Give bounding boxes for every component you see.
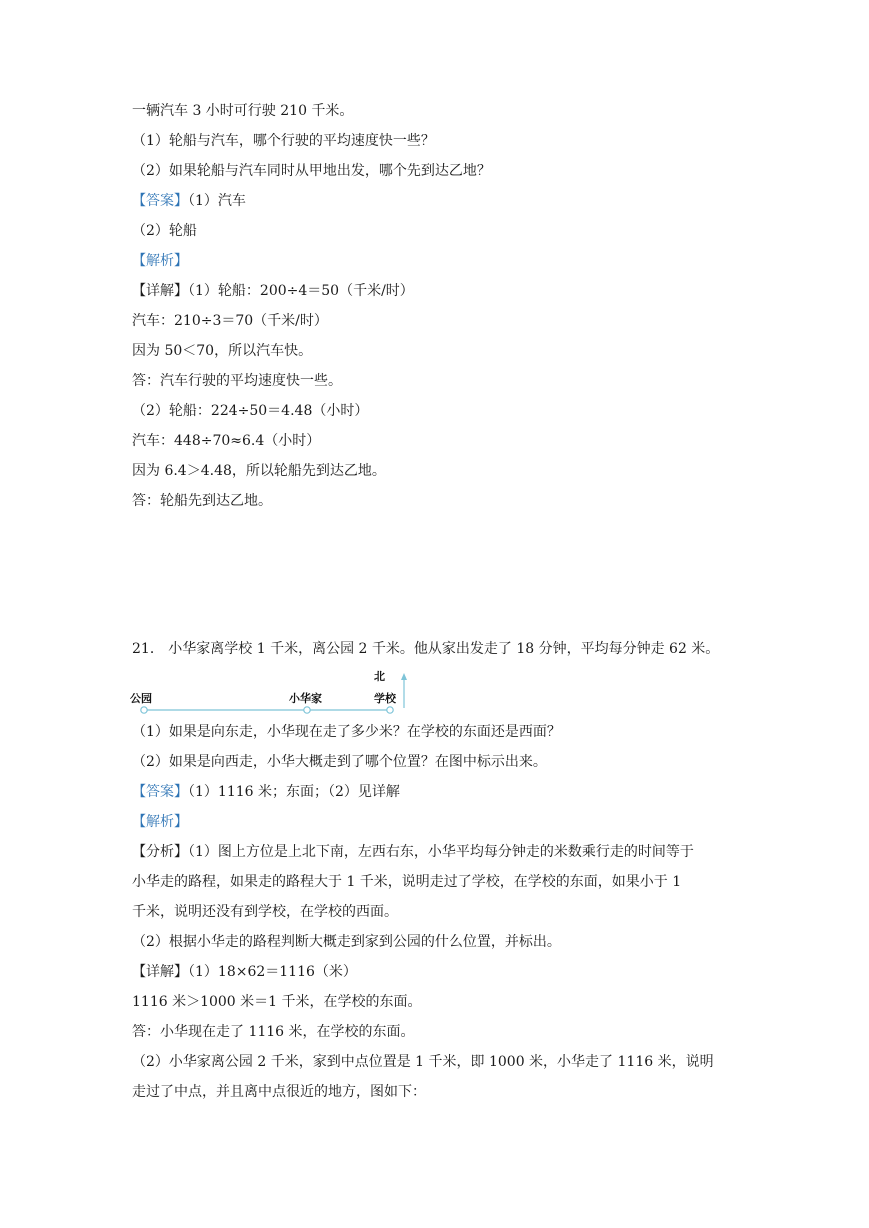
detail-line-7: 因为 6.4＞4.48，所以轮船先到达乙地。 xyxy=(132,463,386,479)
detail-line-5: （2）轮船：224÷50＝4.48（小时） xyxy=(132,403,369,419)
answer-tag: 【答案】 xyxy=(132,784,188,800)
home-point xyxy=(304,707,310,713)
problem-21-question: 21． 小华家离学校 1 千米，离公园 2 千米。他从家出发走了 18 分钟，平均每分钟走 62 米。 xyxy=(132,641,720,657)
problem-intro: 一辆汽车 3 小时可行驶 210 千米。 xyxy=(132,103,354,119)
detail-tag: 【详解】 xyxy=(132,964,188,980)
detail-line-21-5: 走过了中点，并且离中点很近的地方，图如下： xyxy=(132,1084,426,1100)
detail-text: （1）18×62＝1116（米） xyxy=(188,964,357,980)
detail-line-21-1 xyxy=(132,962,357,982)
analysis-tag: 【解析】 xyxy=(132,253,188,269)
analysis-line-3: 千米，说明还没有到学校，在学校的西面。 xyxy=(132,904,398,920)
analysis-line-2: 小华走的路程，如果走的路程大于 1 千米，说明走过了学校，在学校的东面，如果小于 1 xyxy=(132,874,682,890)
school-point xyxy=(387,707,393,713)
detail-line-21-4: （2）小华家离公园 2 千米，家到中点位置是 1 千米，即 1000 米，小华走了 1116 米，说明 xyxy=(132,1054,714,1070)
answer-line-21 xyxy=(132,782,400,802)
school-label: 学校 xyxy=(374,692,396,705)
question-2: （2）如果轮船与汽车同时从甲地出发，哪个先到达乙地？ xyxy=(132,163,491,179)
detail-line-21-3: 答：小华现在走了 1116 米，在学校的东面。 xyxy=(132,1024,415,1040)
park-label: 公园 xyxy=(130,692,152,705)
question-21-1: （1）如果是向东走，小华现在走了多少米？在学校的东面还是西面？ xyxy=(132,724,561,740)
analysis-line-1 xyxy=(132,842,694,862)
detail-tag: 【详解】 xyxy=(132,283,188,299)
answer-line xyxy=(132,191,246,211)
fenxi-tag: 【分析】 xyxy=(132,844,188,860)
answer-tag: 【答案】 xyxy=(132,193,188,209)
detail-line-2: 汽车：210÷3＝70（千米/时） xyxy=(132,313,328,329)
park-point xyxy=(141,707,147,713)
detail-line-8: 答：轮船先到达乙地。 xyxy=(132,493,272,509)
analysis-tag-21: 【解析】 xyxy=(132,814,188,830)
detail-line-1 xyxy=(132,281,414,301)
home-label: 小华家 xyxy=(289,692,322,705)
answer-text: （1）汽车 xyxy=(188,193,246,209)
north-label: 北 xyxy=(374,670,385,683)
north-arrowhead-icon xyxy=(401,673,407,680)
analysis-line-4: （2）根据小华走的路程判断大概走到家到公园的什么位置，并标出。 xyxy=(132,934,561,950)
answer-line-2: （2）轮船 xyxy=(132,223,197,239)
detail-line-4: 答：汽车行驶的平均速度快一些。 xyxy=(132,373,342,389)
question-21-2: （2）如果是向西走，小华大概走到了哪个位置？在图中标示出来。 xyxy=(132,754,547,770)
detail-line-3: 因为 50＜70，所以汽车快。 xyxy=(132,343,313,359)
detail-line-6: 汽车：448÷70≈6.4（小时） xyxy=(132,433,321,449)
detail-text: （1）轮船：200÷4＝50（千米/时） xyxy=(188,283,414,299)
detail-line-21-2: 1116 米＞1000 米＝1 千米，在学校的东面。 xyxy=(132,994,422,1010)
answer-text: （1）1116 米；东面；（2）见详解 xyxy=(188,784,400,800)
analysis-text: （1）图上方位是上北下南，左西右东，小华平均每分钟走的米数乘行走的时间等于 xyxy=(188,844,694,860)
question-1: （1）轮船与汽车，哪个行驶的平均速度快一些？ xyxy=(132,133,435,149)
direction-map xyxy=(128,668,418,718)
